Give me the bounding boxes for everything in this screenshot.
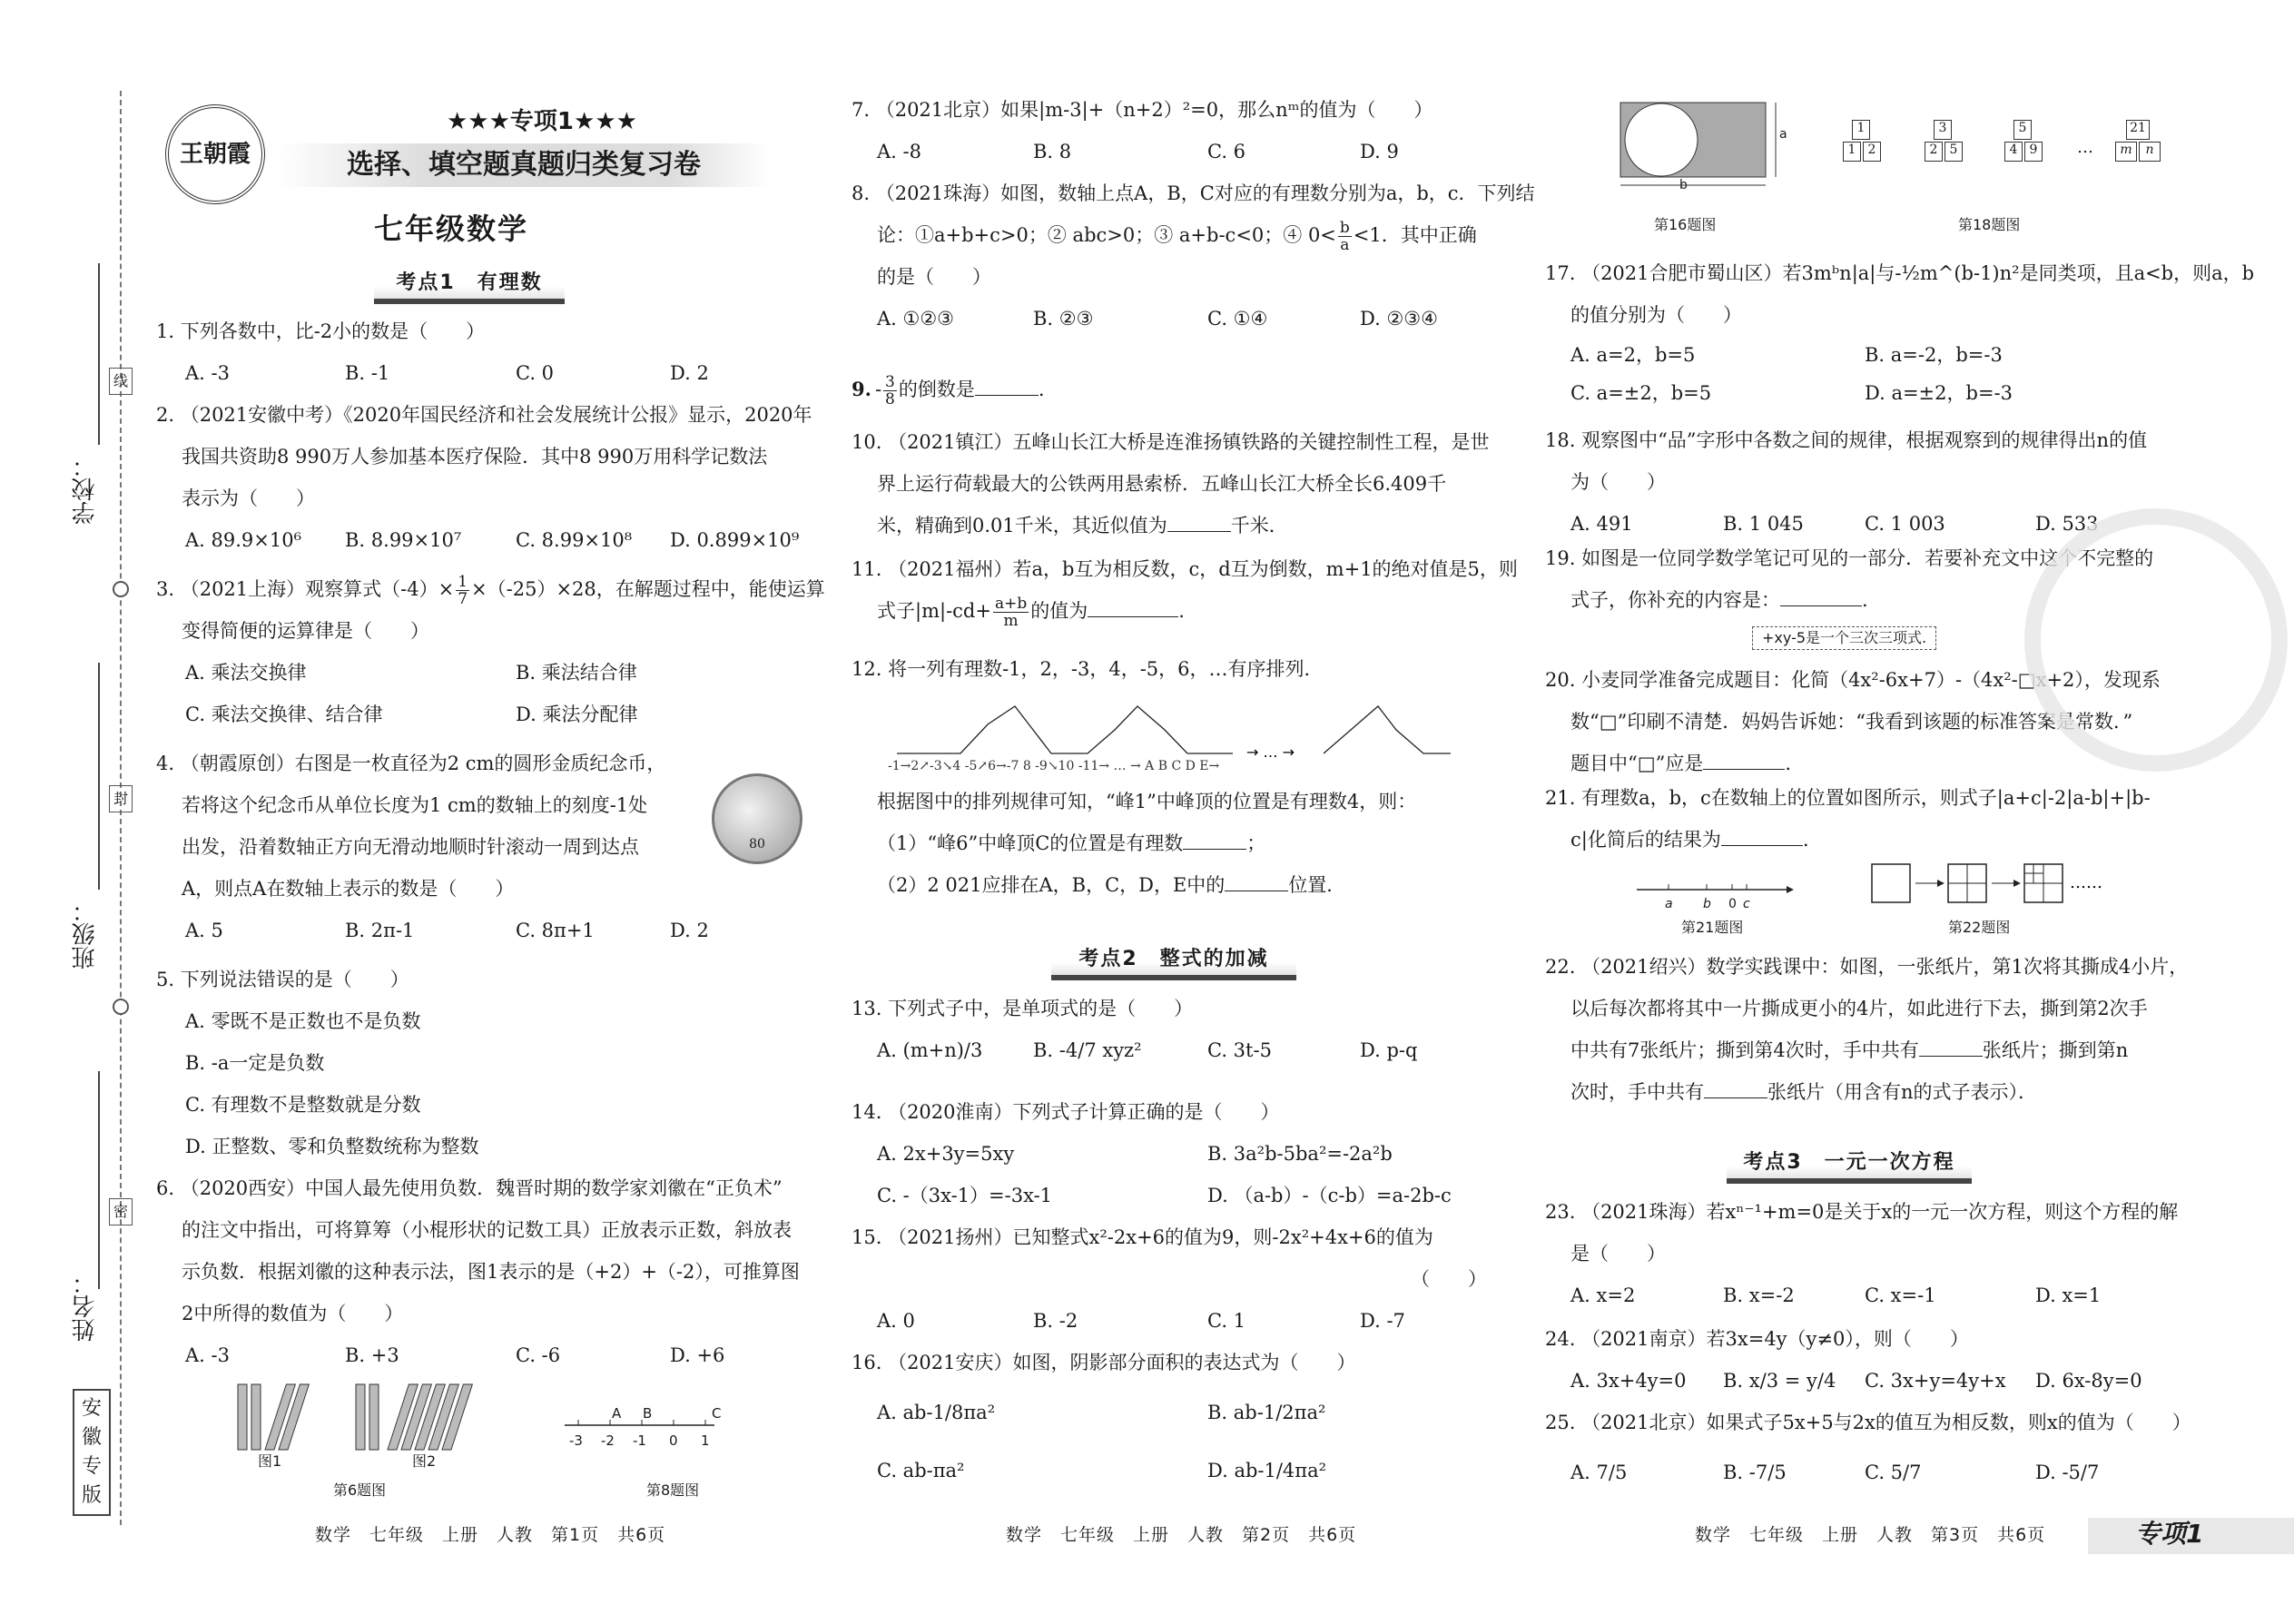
paper-tearing-figure	[1868, 862, 2141, 908]
figure-label: 图1	[258, 1452, 282, 1470]
figure-caption: 第22题图	[1948, 919, 2011, 936]
question-16: 16. （2021安庆）如图，阴影部分面积的表达式为（ ） A. ab-1/8πa² B. ab-1/2πa² C. ab-πa² D. ab-1/4πa²	[852, 1352, 1356, 1481]
svg-text:……: ……	[2070, 873, 2102, 892]
question-14: 14. （2020淮南）下列式子计算正确的是（ ） A. 2x+3y=5xy B. 3a²b-5ba²=-2a²b C. -（3x-1）=-3x-1 D. （a-b）-（c-b）=a-2b-c	[852, 1101, 1452, 1206]
question-4: 4. （朝霞原创）右图是一枚直径为2 cm的圆形金质纪念币， 若将这个纪念币从单位长度为1 cm的数轴上的刻度-1处 出发，沿着数轴正方向无滑动地顺时针滚动一周到达点 A，则点A在数轴上表示的数是（ ） A. 5 B. 2π-1 C. 8π+1 D. 2	[156, 753, 709, 941]
page-footer: 数学 七年级 上册 人教 第1页 共6页	[315, 1525, 666, 1545]
class-line	[98, 663, 100, 890]
binding-hole-icon	[113, 999, 129, 1015]
counting-rods-figure	[220, 1380, 728, 1480]
name-label: 姓名：	[72, 1271, 99, 1342]
question-7: 7. （2021北京）如果|m-3|+（n+2）²=0，那么nᵐ的值为（ ） A. -8 B. 8 C. 6 D. 9	[852, 99, 1433, 162]
question-5: 5. 下列说法错误的是（ ） A. 零既不是正数也不是负数 B. -a一定是负数 C. 有理数不是整数就是分数 D. 正整数、零和负整数统称为整数	[156, 969, 479, 1157]
question-18: 18. 观察图中“品”字形中各数之间的规律，根据观察到的规律得出n的值 为（ ） A. 491 B. 1 045 C. 1 003 D. 533	[1545, 429, 2148, 535]
dim-label: a	[1779, 127, 1787, 142]
name-line	[98, 1071, 100, 1289]
axis-tick: -1	[633, 1432, 646, 1449]
section-heading: 考点1 有理数	[374, 268, 565, 304]
section-heading: 考点3 一元一次方程	[1727, 1147, 1972, 1184]
figure-label: 图2	[412, 1452, 437, 1470]
question-3: 3. （2021上海）观察算式（-4）× $\frac{1}{7}$ ×（-25）×28，在解题过程中，能使运算 变得简便的运算律是（ ） A. 乘法交换律 B. 乘法结合律 C. 乘法交换律、结合律 D. 乘法分配律	[156, 573, 825, 725]
axis-point: 0	[1728, 897, 1737, 911]
series-tag: ★★★专项1★★★	[447, 108, 637, 135]
figure-caption: 第21题图	[1681, 919, 1744, 936]
page-3	[1545, 0, 2255, 1624]
question-21: 21. 有理数a，b，c在数轴上的位置如图所示，则式子|a+c|-2|a-b|+|b- c|化简后的结果为 .	[1545, 787, 2151, 851]
question-1: 1. 下列各数中，比-2小的数是（ ） A. -3 B. -1 C. 0 D. 2	[156, 320, 709, 384]
question-11: 11. （2021福州）若a，b互为相反数，c，d互为倒数，m+1的绝对值是5，则 式子|m|-cd+ $\frac{a+b}{m}$ 的值为 .	[852, 558, 1518, 630]
seal-secret-mark: 密	[109, 1198, 133, 1225]
seal-seal-mark: 封	[109, 785, 133, 812]
question-12-parts: 根据图中的排列规律可知，“峰1”中峰顶的位置是有理数4，则： （1）“峰6”中峰顶C的位置是有理数 ； （2）2 021应排在A，B，C，D，E中的 位置．	[877, 791, 1417, 896]
question-15: 15. （2021扬州）已知整式x²-2x+6的值为9，则-2x²+4x+6的值为 （ ） A. 0 B. -2 C. 1 D. -7	[852, 1226, 1487, 1332]
question-25: 25. （2021北京）如果式子5x+5与2x的值互为相反数，则x的值为（ ） A. 7/5 B. -7/5 C. 5/7 D. -5/7	[1545, 1412, 2191, 1483]
question-2: 2. （2021安徽中考）《2020年国民经济和社会发展统计公报》显示，2020年 我国共资助8 990万人参加基本医疗保险．其中8 990万用科学记数法 表示为（ ） A. 89.9×10⁶ B. 8.99×10⁷ C. 8.99×10⁸ D. 0.899×10⁹	[156, 404, 812, 551]
dim-label: b	[1679, 178, 1688, 192]
figure-caption: 第16题图	[1654, 216, 1717, 233]
notebook-snippet: +xy-5是一个三次三项式.	[1752, 626, 1936, 650]
school-label: 学校：	[72, 454, 99, 525]
class-label: 班级：	[72, 899, 99, 969]
figure-caption: 第6题图	[333, 1481, 387, 1499]
question-6: 6. （2020西安）中国人最先使用负数．魏晋时期的数学家刘徽在“正负术” 的注文中指出，可将算筹（小棍形状的记数工具）正放表示正数，斜放表 示负数．根据刘徽的这种表示法，图1表示的是（+2）+（-2），可推算图 2中所得的数值为（ ） A. -3 B. +3 C. -6 D. +6	[156, 1177, 800, 1366]
page-2	[852, 0, 1535, 1624]
number-line-figure	[1632, 862, 1796, 908]
series-footer-tag: 专项1	[2135, 1519, 2204, 1549]
question-17: 17. （2021合肥市蜀山区）若3mᵇn|a|与-½m^(b-1)n²是同类项，且a<b，则a，b 的值分别为（ ） A. a=2，b=5 B. a=-2，b=-3 C. a=±2，b=5 D. a=±2，b=-3	[1545, 262, 2255, 404]
axis-tick: -2	[601, 1432, 615, 1449]
axis-tick: 1	[701, 1432, 710, 1449]
watermark-seal-icon	[2024, 508, 2288, 772]
school-line	[98, 263, 100, 445]
page-footer: 数学 七年级 上册 人教 第3页 共6页	[1695, 1525, 2046, 1545]
question-23: 23. （2021珠海）若xⁿ⁻¹+m=0是关于x的一元一次方程，则这个方程的解 是（ ） A. x=2 B. x=-2 C. x=-1 D. x=1	[1545, 1201, 2179, 1306]
seal-line-mark: 线	[109, 368, 133, 395]
question-10: 10. （2021镇江）五峰山长江大桥是连淮扬镇铁路的关键控制性工程，是世 界上运行荷载最大的公铁两用悬索桥．五峰山长江大桥全长6.409千 米，精确到0.01千米，其近似值为 千米．	[852, 431, 1490, 536]
question-12: 12. 将一列有理数-1，2，-3，4，-5，6，…有序排列．	[852, 658, 1324, 680]
paper-title: 选择、填空题真题归类复习卷	[279, 143, 769, 187]
question-9: 9. - $\frac{3}{8}$ 的倒数是 .	[852, 373, 1045, 408]
question-8: 8. （2021珠海）如图，数轴上点A，B，C对应的有理数分别为a，b，c．下列结 论：①a+b+c>0；② abc>0；③ a+b-c<0；④ 0< $\frac{b}{a}$ <1．其中正确 的是（ ） A. ①②③ B. ②③ C. ①④ D. ②③④	[852, 182, 1535, 330]
pin-pattern-figure: 1 1 2 3 2 5 5 4 9 … 21 m n	[1836, 120, 2271, 174]
axis-point: a	[1665, 897, 1673, 911]
publisher-logo: 王朝霞	[165, 104, 265, 204]
question-20: 20. 小麦同学准备完成题目：化简（4x²-6x+7）-（4x²-□x+2），发现系 数“□”印刷不清楚．妈妈告诉她：“我看到该题的标准答案是常数．” 题目中“□”应是 .	[1545, 669, 2161, 774]
axis-tick: 0	[669, 1432, 678, 1449]
axis-point: c	[1743, 897, 1750, 911]
zigzag-sequence-figure	[888, 697, 1487, 761]
zigzag-labels: -1→2↗-3↘4 -5↗6→-7 8 -9↘10 -11→ … → A B C D E→	[888, 759, 1220, 773]
axis-point: b	[1703, 897, 1711, 911]
page-1	[156, 0, 825, 1624]
question-19: 19. 如图是一位同学数学笔记可见的一部分．若要补充文中这个不完整的 式子，你补充的内容是： .	[1545, 547, 2154, 611]
figure-caption: 第8题图	[646, 1481, 700, 1499]
question-24: 24. （2021南京）若3x=4y（y≠0），则（ ） A. 3x+4y=0 B. x/3 = y/4 C. 3x+y=4y+x D. 6x-8y=0	[1545, 1328, 2142, 1392]
question-13: 13. 下列式子中，是单项式的是（ ） A. (m+n)/3 B. -4/7 xyz² C. 3t-5 D. p-q	[852, 998, 1418, 1061]
question-22: 22. （2021绍兴）数学实践课中：如图，一张纸片，第1次将其撕成4小片， 以后每次都将其中一片撕成更小的4片，如此进行下去，撕到第2次手 中共有7张纸片；撕到第4次时，手中共有 张纸片；撕到第n 次时，手中共有 张纸片（用含有n的式子表示）．	[1545, 956, 2189, 1103]
shaded-rectangle-figure	[1616, 98, 1788, 198]
section-heading: 考点2 整式的加减	[1051, 944, 1296, 980]
axis-point: C	[712, 1405, 722, 1422]
axis-point: B	[643, 1405, 653, 1422]
figure-caption: 第18题图	[1958, 216, 2021, 233]
axis-point: A	[612, 1405, 622, 1422]
axis-tick: -3	[569, 1432, 583, 1449]
edition-badge: 安徽专版	[73, 1389, 111, 1516]
binding-hole-icon	[113, 581, 129, 597]
subject-title: 七年级数学	[374, 212, 529, 246]
svg-text:→ … →: → … →	[1246, 743, 1295, 761]
commemorative-coin: 80	[712, 773, 802, 864]
page-footer: 数学 七年级 上册 人教 第2页 共6页	[1006, 1525, 1357, 1545]
